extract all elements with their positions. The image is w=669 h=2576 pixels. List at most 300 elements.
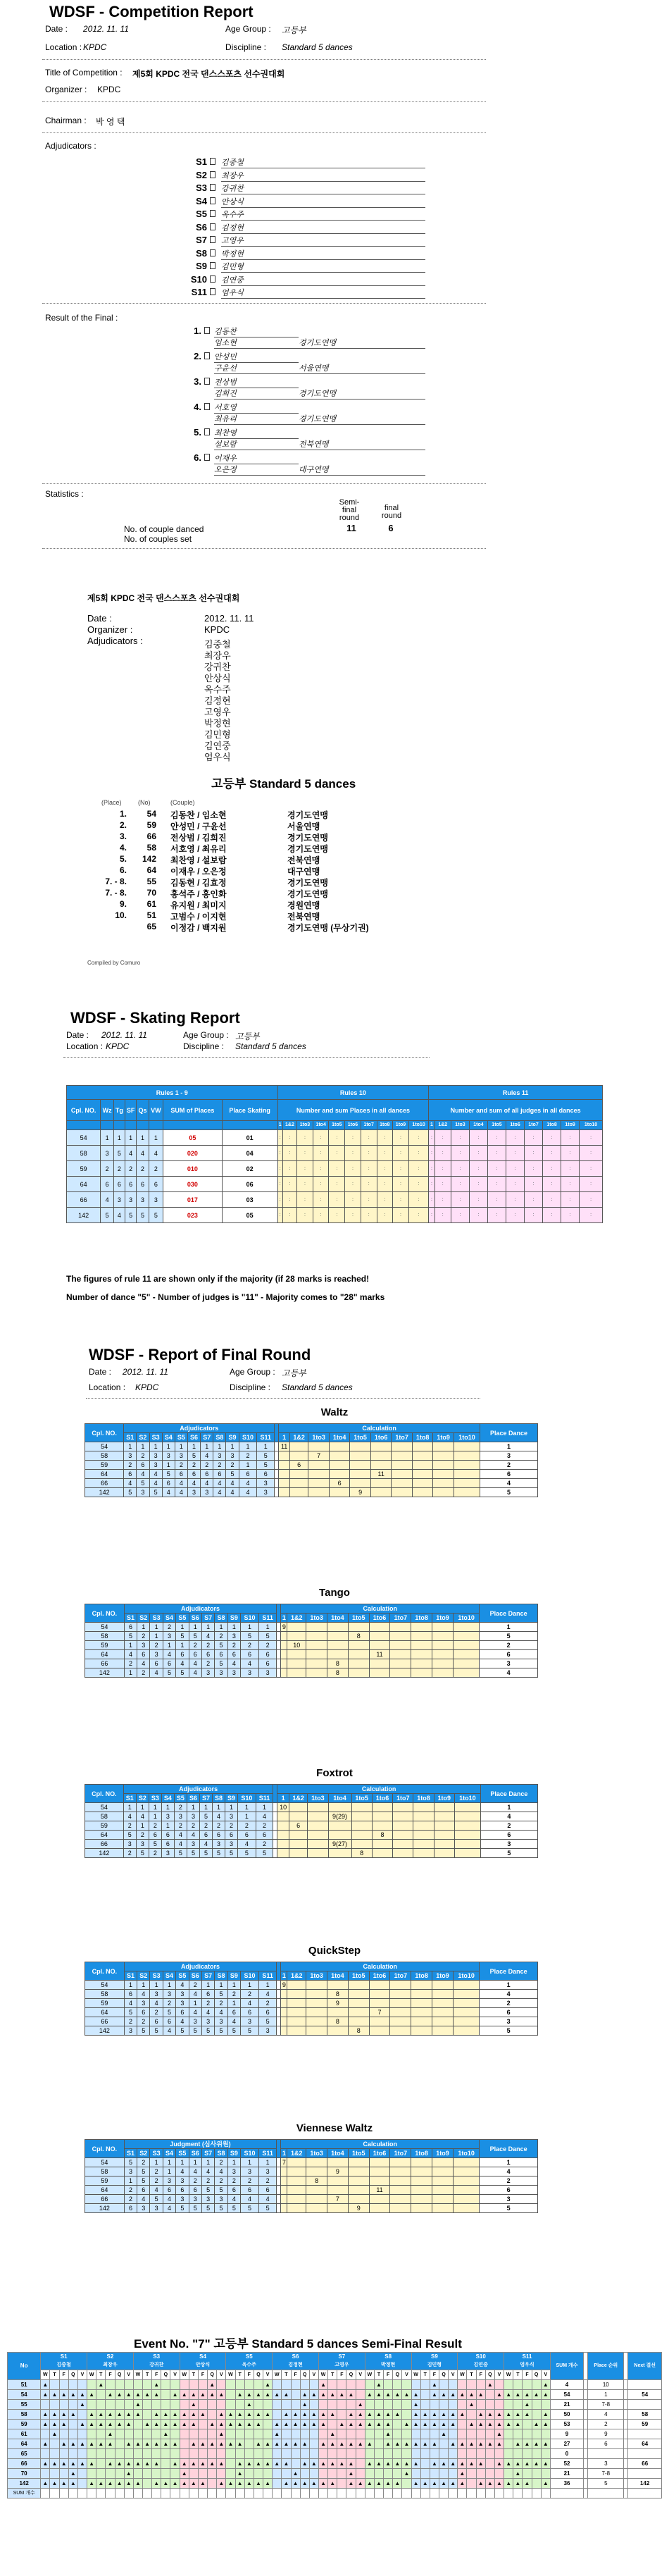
sf-sum-cell (374, 2489, 383, 2498)
skating-sum: 017 (163, 1192, 223, 1208)
box-icon (204, 454, 210, 461)
judge-mark: 3 (137, 1488, 149, 1497)
judge-mark: 6 (149, 1831, 161, 1840)
sf-mark-cell: ▲ (235, 2420, 244, 2429)
sf-sum-cell (244, 2489, 254, 2498)
sf-mark-cell: ▲ (420, 2479, 430, 2489)
sf-mark-cell: ▲ (402, 2420, 411, 2429)
sf-mark-cell (161, 2400, 170, 2410)
sf-mark-cell (133, 2420, 142, 2429)
judge-mark: 6 (215, 1650, 227, 1659)
summary-no: 58 (146, 843, 156, 853)
adjudicator-code: S10 (190, 273, 207, 285)
calc-cell (453, 1641, 479, 1650)
sf-dance-letter: W (365, 2370, 374, 2380)
calc-cell: 8 (327, 1990, 348, 1999)
sf-couple-no: 142 (8, 2479, 41, 2489)
judge-mark: 3 (201, 1488, 213, 1497)
sf-mark-cell: ▲ (494, 2420, 504, 2429)
judge-mark: 1 (162, 1442, 175, 1451)
sf-mark-cell (328, 2400, 337, 2410)
sf-mark-cell (393, 2380, 402, 2390)
sf-dance-letter: Q (115, 2370, 124, 2380)
sf-sum-cell (143, 2489, 152, 2498)
rule11-cell: : (543, 1192, 561, 1208)
sf-dance-letter: F (106, 2370, 115, 2380)
judge-mark: 1 (227, 1999, 240, 2008)
rule11-cell: : (525, 1177, 543, 1192)
sf-mark-cell: ▲ (59, 2439, 68, 2449)
sf-sum-header: SUM 개수 (550, 2353, 583, 2380)
sf-row (8, 2439, 662, 2449)
sf-sum-cell (115, 2489, 124, 2498)
sf-dance-letter: F (430, 2370, 439, 2380)
sf-mark-cell (50, 2469, 59, 2479)
skating-sum: 030 (163, 1177, 223, 1192)
judge-mark: 5 (176, 1632, 189, 1641)
sf-mark-cell: ▲ (300, 2410, 309, 2420)
sf-mark-cell (356, 2429, 365, 2439)
judge-mark: 4 (199, 1840, 212, 1849)
sf-judge-header (411, 2353, 458, 2370)
sf-judge-code: S6 (292, 2353, 299, 2360)
judge-mark: 3 (136, 1840, 149, 1849)
sf-dance-letter: Q (485, 2370, 494, 2380)
calc-col: 1to8 (411, 1614, 432, 1623)
judge-mark: 2 (124, 1461, 137, 1470)
sf-mark-cell (532, 2429, 541, 2439)
calc-cell (393, 1812, 413, 1821)
judge-mark: 1 (163, 1641, 175, 1650)
calc-cell (390, 2186, 411, 2195)
sf-dance-letter: W (411, 2370, 420, 2380)
sf-mark-cell: ▲ (170, 2439, 180, 2449)
calc-cell (453, 1981, 479, 1990)
judge-mark: 5 (215, 2204, 227, 2213)
stat-final-danced: 6 (388, 523, 394, 533)
judge-mark: 2 (226, 1461, 239, 1470)
calc-cell (454, 1442, 480, 1451)
sf-mark-cell: ▲ (384, 2390, 393, 2400)
rule10-cell: : (345, 1177, 361, 1192)
sf-mark-cell: ▲ (485, 2420, 494, 2429)
calc-col: 1&2 (287, 2149, 306, 2158)
sf-judge-name: 고영우 (334, 2363, 349, 2367)
sf-mark-cell (309, 2400, 318, 2410)
calc-cell: 6 (329, 1479, 350, 1488)
sf-mark-cell: ▲ (504, 2420, 513, 2429)
calc-cell (281, 1668, 287, 1678)
sf-mark-cell (449, 2449, 458, 2459)
skating-note-1: The figures of rule 11 are shown only if the majority (if 28 marks is reached! (66, 1274, 370, 1284)
sf-dance-letter: T (328, 2370, 337, 2380)
summary-couple: 최찬영 / 설보람 (170, 855, 227, 865)
judge-mark: 5 (174, 1849, 187, 1858)
sf-mark-cell (96, 2459, 106, 2469)
sf-mark-cell (523, 2469, 532, 2479)
judge-mark: 4 (175, 1479, 187, 1488)
rule10-cell: : (393, 1130, 409, 1146)
sf-mark-cell (87, 2449, 96, 2459)
judge-mark: 3 (150, 2204, 163, 2213)
calc-cell (281, 1990, 287, 1999)
final-row (85, 1650, 538, 1659)
rule10-cell: : (345, 1161, 361, 1177)
summary-no: 55 (146, 877, 156, 886)
summary-club: 경원연맹 (287, 900, 320, 910)
calc-cell (390, 1981, 411, 1990)
sf-mark-cell (161, 2380, 170, 2390)
final-couple-no: 58 (85, 1451, 124, 1461)
skating-row (67, 1130, 603, 1146)
judge-mark: 5 (227, 2204, 240, 2213)
calc-cell: 8 (327, 1659, 348, 1668)
rules19-header: Rules 1 - 9 (67, 1086, 278, 1100)
sk-discipline: Standard 5 dances (235, 1041, 306, 1051)
judge-mark: 1 (201, 2158, 214, 2167)
sf-sum-cell (96, 2489, 106, 2498)
sf-mark-cell (420, 2449, 430, 2459)
judge-mark: 4 (189, 1990, 201, 1999)
sf-mark-cell: ▲ (50, 2459, 59, 2469)
final-couple-no: 58 (85, 1632, 125, 1641)
sf-mark-cell: ▲ (180, 2479, 189, 2489)
rule11-cell: : (429, 1177, 434, 1192)
sf-sum-cell (235, 2489, 244, 2498)
sf-dance-letter: V (263, 2370, 273, 2380)
skating-dance-place: 4 (149, 1146, 163, 1161)
sf-dance-letter: W (504, 2370, 513, 2380)
calc-cell (413, 1812, 434, 1821)
rule11-cell: : (580, 1177, 603, 1192)
sf-mark-cell: ▲ (282, 2410, 291, 2420)
judge-mark: 1 (189, 2158, 201, 2167)
adj-col: S5 (175, 1433, 187, 1442)
sf-mark-cell: ▲ (273, 2390, 282, 2400)
place-dance: 4 (480, 1479, 537, 1488)
sf-mark-cell: ▲ (411, 2400, 420, 2410)
sf-mark-cell: ▲ (523, 2459, 532, 2469)
judge-mark: 5 (136, 1849, 149, 1858)
judge-mark: 4 (187, 1831, 199, 1840)
sf-mark-cell: ▲ (532, 2390, 541, 2400)
place-dance-header: Place Dance (480, 1962, 538, 1981)
sf-next: 142 (628, 2479, 662, 2489)
judge-mark: 3 (187, 1840, 199, 1849)
calc-col: 1to7 (390, 1971, 411, 1981)
location-value: KPDC (83, 42, 107, 52)
sf-mark-cell: ▲ (161, 2420, 170, 2429)
final-couple-no: 142 (85, 2026, 125, 2036)
sf-mark-cell: ▲ (541, 2439, 550, 2449)
sf-mark-cell (189, 2380, 198, 2390)
rule11-cell: : (469, 1208, 487, 1223)
result-club: 경기도연맹 (299, 337, 425, 349)
calc-cell (277, 1812, 289, 1821)
sf-sum-cell (180, 2489, 189, 2498)
calc-cell (390, 2167, 411, 2176)
skating-dance-place: 6 (149, 1177, 163, 1192)
rule11-cell: : (469, 1177, 487, 1192)
sf-mark-cell (393, 2469, 402, 2479)
summary-no: 61 (146, 899, 156, 909)
judge-mark: 4 (258, 2195, 276, 2204)
sf-mark-cell: ▲ (41, 2410, 50, 2420)
sf-mark-cell (504, 2400, 513, 2410)
sf-dance-letter: W (133, 2370, 142, 2380)
sf-mark-cell (189, 2429, 198, 2439)
judge-mark: 6 (176, 2186, 189, 2195)
adj-col: S1 (123, 1794, 136, 1803)
calc-cell (412, 1488, 433, 1497)
result-partner-1: 김동찬 (214, 326, 299, 338)
judge-mark: 2 (137, 2017, 150, 2026)
sf-mark-cell (458, 2420, 467, 2429)
sf-judge-header (226, 2353, 273, 2370)
final-row (85, 1668, 538, 1678)
sf-mark-cell: ▲ (77, 2390, 87, 2400)
adjudicator-code: S2 (196, 169, 207, 180)
calc-cell (329, 1470, 350, 1479)
judge-mark: 2 (124, 2186, 137, 2195)
skating-couple-no: 142 (67, 1208, 101, 1223)
summary-adjudicator: 최장우 (204, 650, 231, 661)
box-icon (210, 171, 215, 178)
rule11-cell: : (506, 1130, 525, 1146)
calc-cell (372, 1840, 392, 1849)
judge-mark: 6 (238, 1831, 256, 1840)
sf-mark-cell: ▲ (318, 2420, 327, 2429)
calc-cell: 8 (348, 1632, 369, 1641)
skating-dance-place: 6 (113, 1177, 125, 1192)
rule10-cell: : (313, 1177, 329, 1192)
summary-club: 서울연맹 (287, 822, 320, 831)
sf-mark-cell: ▲ (161, 2410, 170, 2420)
calc-cell (370, 1442, 392, 1451)
sf-mark-cell (541, 2400, 550, 2410)
sf-mark-cell: ▲ (393, 2439, 402, 2449)
judge-mark: 6 (163, 2186, 175, 2195)
sf-mark-cell: ▲ (384, 2429, 393, 2439)
sf-mark-cell: ▲ (198, 2390, 207, 2400)
place-col-header: 1to3 (451, 1121, 469, 1130)
sf-next (628, 2380, 662, 2390)
sf-mark-cell (273, 2469, 282, 2479)
judge-mark: 1 (149, 1812, 161, 1821)
sf-mark-cell: ▲ (309, 2420, 318, 2429)
final-couple-no: 142 (85, 2204, 125, 2213)
rule10-cell: : (377, 1161, 393, 1177)
calc-cell (411, 1990, 432, 1999)
result-partner-2: 설보람 (214, 438, 299, 450)
sf-mark-cell: ▲ (541, 2420, 550, 2429)
rule11-cell: : (451, 1192, 469, 1208)
calc-cell (369, 2176, 390, 2186)
rule10-cell: : (297, 1146, 313, 1161)
judge-mark: 4 (226, 1479, 239, 1488)
calc-cell (372, 1849, 392, 1858)
judge-mark: 3 (258, 2026, 276, 2036)
judge-mark: 6 (225, 1831, 238, 1840)
judge-mark: 1 (161, 1803, 174, 1812)
final-row (85, 1849, 538, 1858)
rule11-cell: : (580, 1208, 603, 1223)
sk-location: KPDC (106, 1041, 130, 1051)
adj-col: S10 (239, 1433, 257, 1442)
sf-place: 1 (588, 2390, 624, 2400)
sf-mark-cell: ▲ (244, 2459, 254, 2469)
sf-mark-cell (282, 2449, 291, 2459)
adjudicator-code: S4 (196, 195, 207, 206)
judge-mark: 1 (137, 1623, 150, 1632)
sf-mark-cell (449, 2380, 458, 2390)
rule11-cell: : (561, 1192, 580, 1208)
sf-mark-cell (532, 2469, 541, 2479)
sf-dance-letter: V (541, 2370, 550, 2380)
calc-cell (308, 1442, 330, 1451)
sf-mark-cell (402, 2410, 411, 2420)
sf-mark-cell (244, 2449, 254, 2459)
calc-cell (413, 1840, 434, 1849)
calc-cell (287, 1981, 306, 1990)
calc-cell: 8 (327, 1668, 348, 1678)
final-couple-no: 66 (85, 1659, 125, 1668)
sf-mark-cell (411, 2469, 420, 2479)
sf-mark-cell (523, 2420, 532, 2429)
judge-mark: 6 (161, 1840, 174, 1849)
judge-mark: 4 (238, 1840, 256, 1849)
sf-sum-cell (41, 2489, 50, 2498)
sf-mark-cell (541, 2469, 550, 2479)
sf-sum-cell (411, 2489, 420, 2498)
sf-mark-cell: ▲ (41, 2479, 50, 2489)
sf-mark-cell: ▲ (365, 2479, 374, 2489)
sf-mark-cell: ▲ (189, 2459, 198, 2469)
adj-col: S9 (227, 2149, 240, 2158)
place-dance-header: Place Dance (480, 1785, 537, 1803)
sf-mark-cell: ▲ (244, 2400, 254, 2410)
sf-mark-cell: ▲ (420, 2410, 430, 2420)
sf-mark-cell: ▲ (439, 2390, 449, 2400)
box-icon (210, 197, 215, 204)
sf-mark-cell: ▲ (439, 2429, 449, 2439)
calc-cell (370, 1451, 392, 1461)
judge-mark: 6 (150, 2017, 163, 2026)
judge-mark: 1 (161, 1821, 174, 1831)
judge-mark: 6 (258, 1650, 276, 1659)
sf-row (8, 2390, 662, 2400)
sf-mark-cell (346, 2429, 356, 2439)
sf-mark-cell: ▲ (346, 2420, 356, 2429)
rule10-cell: : (408, 1192, 428, 1208)
place-col-header: 1to4 (313, 1121, 329, 1130)
sf-mark-cell: ▲ (541, 2380, 550, 2390)
judge-mark: 6 (227, 1650, 240, 1659)
sf-sum-cell (152, 2489, 161, 2498)
calc-col: 1 (281, 1614, 287, 1623)
sf-mark-cell (300, 2429, 309, 2439)
rule11-cell: : (561, 1130, 580, 1146)
sf-judge-name: 강귀찬 (149, 2363, 164, 2367)
calc-cell (413, 1831, 434, 1840)
sf-sum-cell (513, 2489, 523, 2498)
calc-cell (308, 1461, 330, 1470)
calc-cell (413, 1849, 434, 1858)
skating-dance-place: 5 (113, 1146, 125, 1161)
fr-discipline-label: Discipline : (230, 1382, 271, 1392)
judge-mark: 4 (201, 1632, 214, 1641)
calc-cell (433, 1461, 454, 1470)
judge-mark: 6 (241, 2008, 259, 2017)
box-icon (210, 275, 215, 283)
calc-cell (287, 2017, 306, 2026)
adjudicators-header: Adjudicators (123, 1785, 273, 1794)
sf-mark-cell: ▲ (59, 2410, 68, 2420)
result-club: 전북연맹 (299, 438, 425, 450)
judge-mark: 1 (149, 1442, 162, 1451)
place-dance: 1 (480, 1442, 537, 1451)
sf-mark-cell: ▲ (504, 2410, 513, 2420)
judge-mark: 5 (215, 2026, 227, 2036)
sf-mark-cell: ▲ (402, 2459, 411, 2469)
sf-mark-cell (402, 2479, 411, 2489)
place-dance-header: Place Dance (480, 2140, 538, 2158)
sf-mark-cell: ▲ (476, 2459, 485, 2469)
sf-mark-cell (476, 2449, 485, 2459)
summary-club: 경기도연맹 (287, 844, 328, 854)
final-dance-table (85, 1604, 538, 1678)
sf-dance-letter: Q (300, 2370, 309, 2380)
judge-mark: 1 (187, 1442, 200, 1451)
calc-cell (454, 1840, 480, 1849)
sf-sum-cell (189, 2489, 198, 2498)
sf-mark-cell: ▲ (449, 2420, 458, 2429)
sf-dance-letter: T (235, 2370, 244, 2380)
sf-mark-cell: ▲ (68, 2439, 77, 2449)
judge-mark: 3 (149, 1451, 162, 1461)
sf-sum-cell (346, 2489, 356, 2498)
calc-cell (454, 1821, 480, 1831)
sf-mark-cell (41, 2400, 50, 2410)
calc-cell (453, 2008, 479, 2017)
calc-cell (432, 2017, 454, 2026)
calc-cell (306, 2017, 327, 2026)
calc-cell (411, 2026, 432, 2036)
sf-dance-letter: V (494, 2370, 504, 2380)
judge-mark: 1 (124, 1668, 137, 1678)
sf-mark-cell (393, 2400, 402, 2410)
place-dance: 6 (480, 1831, 537, 1840)
title-of-competition-label: Title of Competition : (45, 68, 123, 78)
judge-mark: 1 (201, 1442, 213, 1451)
sf-mark-cell: ▲ (291, 2420, 300, 2429)
judge-mark: 2 (241, 1641, 259, 1650)
sf-mark-cell (467, 2429, 476, 2439)
sf-mark-cell: ▲ (337, 2439, 346, 2449)
calc-cell (308, 1812, 328, 1821)
adjudicator-code: S3 (196, 182, 207, 193)
adj-col: S2 (136, 1794, 149, 1803)
judge-mark: 4 (258, 1990, 276, 1999)
calc-cell (329, 1442, 350, 1451)
judge-mark: 4 (137, 2195, 150, 2204)
judge-mark: 3 (174, 1812, 187, 1821)
box-icon (210, 236, 215, 243)
sf-mark-cell: ▲ (346, 2410, 356, 2420)
sf-mark-cell: ▲ (328, 2439, 337, 2449)
adjudicator-name: 김중철 (221, 156, 425, 168)
sf-judge-header (133, 2353, 180, 2370)
